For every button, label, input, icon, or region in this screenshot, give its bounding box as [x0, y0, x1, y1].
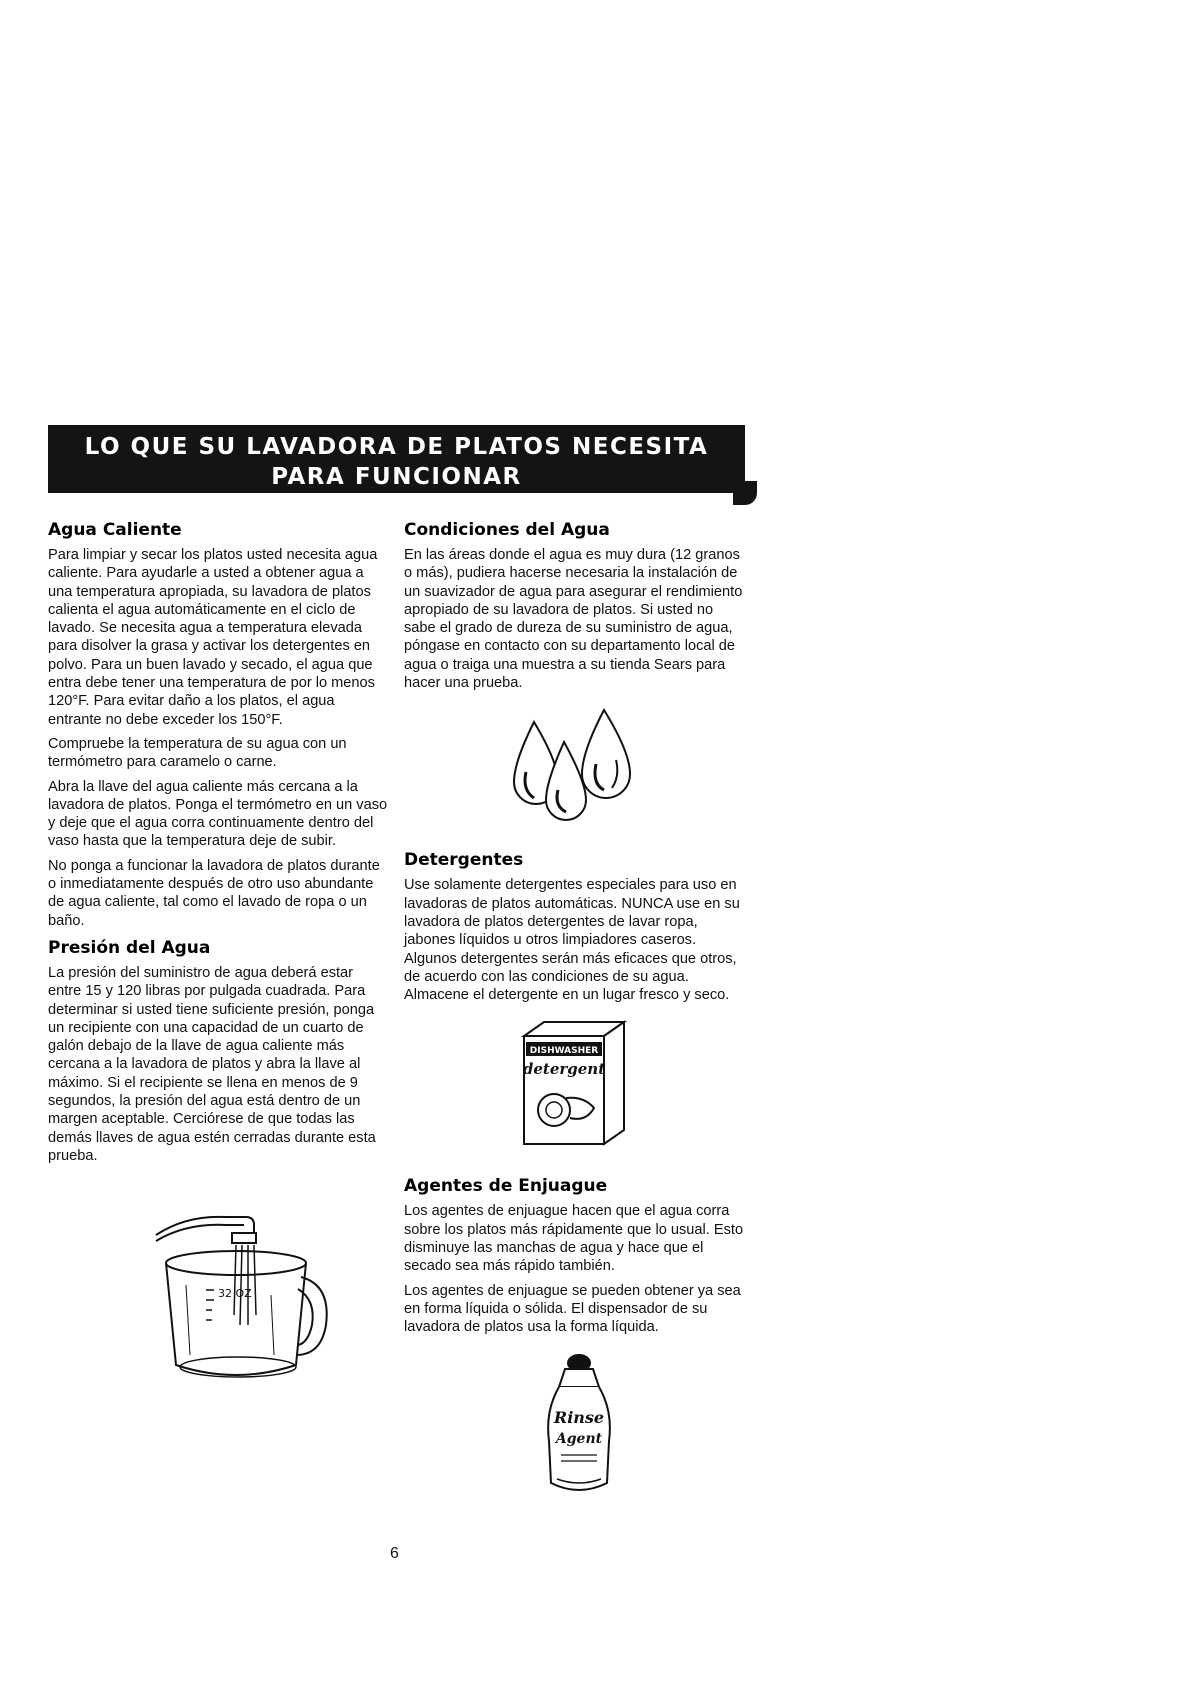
detergent-box-illustration [514, 1018, 634, 1148]
faucet-measuring-cup-illustration [146, 1205, 366, 1395]
presion-paragraph-1: La presión del suministro de agua deberá estar entre 15 y 120 libras por pulgada cuadrada. Para determinar si usted tiene suficiente presión, ponga un recipiente con una capacidad de un cuarto de galón debajo de la llave de agua caliente más cercana a la lavadora de platos y abra la llave al máximo. Si el recipiente se llena en menos de 9 segundos, la presión del agua está dentro de un margen aceptable. Cerciórese de que todas las demás llaves de agua estén cerradas durante esta prueba. [48, 964, 376, 1164]
heading-condiciones-del-agua: Condiciones del Agua [404, 520, 610, 540]
enjuague-paragraph-2: Los agentes de enjuague se pueden obtener ya sea en forma líquida o sólida. El dispensador de su lavadora de platos usa la forma líquida. [404, 1282, 741, 1336]
box-label-top: DISHWASHER [529, 1046, 599, 1057]
banner-title-line-1: LO QUE SU LAVADORA DE PLATOS NECESITA [84, 434, 709, 460]
banner-title-line-2: PARA FUNCIONAR [271, 464, 522, 490]
agua-caliente-paragraph-3: Abra la llave del agua caliente más cercana a la lavadora de platos. Ponga el termómetro en un vaso y deje que el agua corra continuamente dentro del vaso hasta que la temperatura deje de subir. [48, 778, 388, 850]
left-column [48, 520, 388, 1395]
agua-caliente-paragraph-4: No ponga a funcionar la lavadora de platos durante o inmediatamente después de otro uso abundante de agua caliente, tal como el lavado de ropa o un baño. [48, 857, 380, 929]
heading-presion-del-agua: Presión del Agua [48, 937, 211, 958]
page-number: 6 [390, 1545, 399, 1562]
section-banner [48, 425, 745, 493]
water-drops-illustration [504, 702, 654, 832]
box-label-main: detergent [522, 1060, 606, 1079]
enjuague-paragraph-1: Los agentes de enjuague hacen que el agua corra sobre los platos más rápidamente que lo usual. Esto disminuye las manchas de agua y hace que el secado sea más rápido también. [404, 1203, 744, 1275]
bottle-label-rinse: Rinse [553, 1407, 605, 1427]
agua-caliente-paragraph-1: Para limpiar y secar los platos usted necesita agua caliente. Para ayudarle a usted a obtener agua a una temperatura apropiada, su lavadora de platos calienta el agua automáticamente en el ciclo de lavado. Se necesita agua a temperatura elevada para disolver la grasa y activar los detergentes en polvo. Para un buen lavado y secado, el agua que entra debe tener una temperatura de por lo menos 120°F. Para evitar daño a los platos, el agua entrante no debe exceder los 150°F. [48, 547, 378, 728]
agua-caliente-paragraph-2: Compruebe la temperatura de su agua con un termómetro para caramelo o carne. [48, 735, 347, 771]
heading-detergentes: Detergentes [404, 850, 524, 871]
detergentes-paragraph-1: Use solamente detergentes especiales para uso en lavadoras de platos automáticas. NUNCA use en su lavadora de platos detergentes de lavar ropa, jabones líquidos u otros limpiadores caseros. Algunos detergentes serán más eficaces que otros, de acuerdo con las condiciones de su agua. Almacene el detergente en un lugar fresco y seco. [404, 877, 740, 1004]
rinse-agent-bottle-illustration [539, 1351, 619, 1501]
heading-agentes-de-enjuague: Agentes de Enjuague [404, 1176, 608, 1197]
bottle-label-agent: Agent [555, 1430, 603, 1447]
cup-marks-label: 32 OZ [218, 1287, 252, 1301]
banner-corner-tab [733, 481, 757, 505]
right-column [404, 520, 744, 1501]
condiciones-paragraph-1: En las áreas donde el agua es muy dura (12 granos o más), pudiera hacerse necesaria la instalación de un suavizador de agua para asegurar el rendimiento apropiado de su lavadora de platos. Si usted no sabe el grado de dureza de su suministro de agua, póngase en contacto con su departamento local de agua o traiga una muestra a su tienda Sears para hacer una prueba. [404, 547, 743, 692]
heading-agua-caliente: Agua Caliente [48, 520, 182, 540]
